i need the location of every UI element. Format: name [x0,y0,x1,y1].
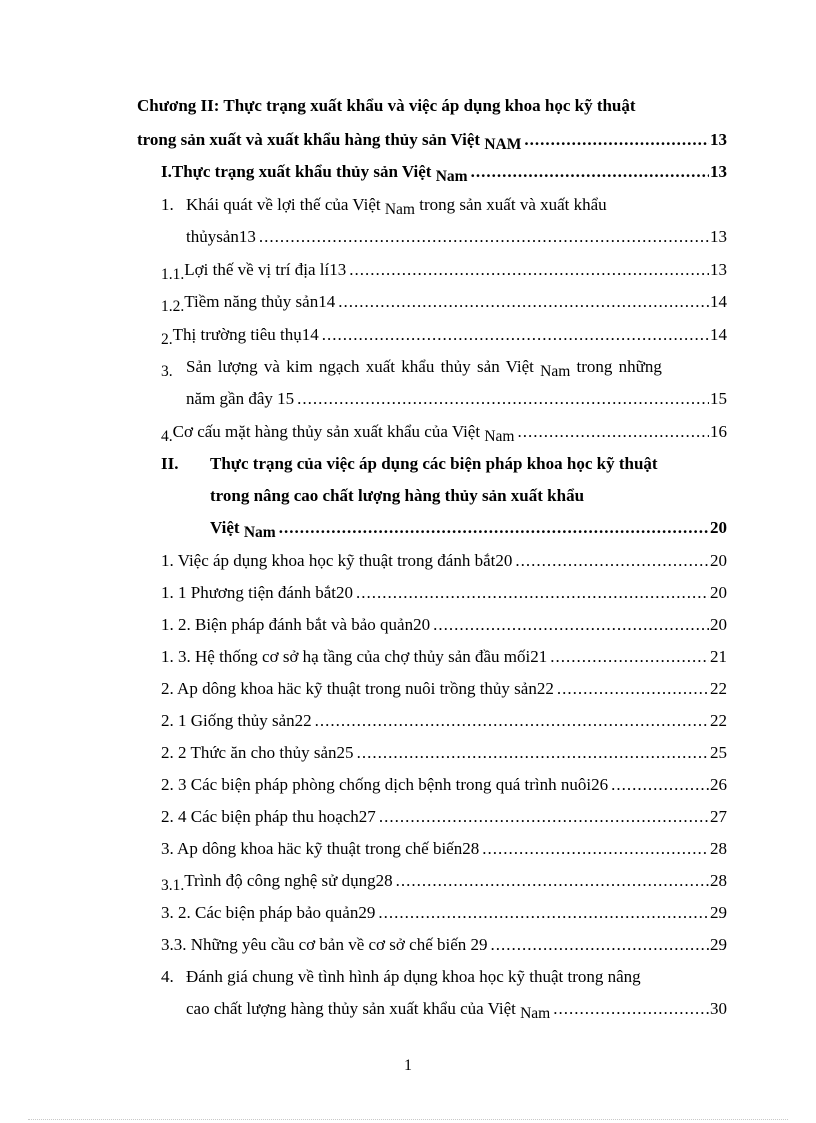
toc-entry[interactable] [161,839,727,859]
toc-leader [553,999,709,1019]
toc-item-4[interactable] [161,422,727,445]
toc-page-number: 30 [710,999,727,1018]
toc-page-number: 22 [710,679,727,698]
toc-leader [611,775,709,795]
toc-item-1-1[interactable] [161,260,727,283]
toc-page-number: 20 [710,615,727,634]
toc-item-1-line1[interactable] [161,195,607,218]
toc-text: cao chất lượng hàng thủy sản xuất khẩu của Việt Nam [186,999,551,1022]
toc-text: 1. 2. Biện pháp đánh bắt và bảo quản20 [161,615,431,634]
toc-number: I. [161,162,172,181]
toc-number: II. [161,454,179,473]
toc-page-number: 26 [710,775,727,794]
toc-leader [515,551,709,571]
toc-text: Thị trường tiêu thụ14 [172,325,319,344]
toc-text: Sản lượng và kim ngạch xuất khẩu thủy sản Việt Nam trong những [186,357,662,380]
toc-text: Khái quát về lợi thế của Việt Nam trong sản xuất và xuất khẩu [186,195,607,218]
toc-text: thủysản13 [186,227,256,246]
toc-leader [433,615,709,635]
toc-leader [357,743,709,763]
toc-page-number: 21 [710,647,727,666]
toc-page-number: 16 [710,422,727,441]
toc-page-number: 22 [710,711,727,730]
toc-page-number: 20 [710,583,727,602]
toc-text: 2. Ap dông khoa häc kỹ thuật trong nuôi trồng thủy sản22 [161,679,554,698]
toc-leader [338,292,709,312]
toc-text: Cơ cấu mặt hàng thủy sản xuất khẩu của Việt Nam [172,422,515,445]
toc-entry[interactable] [161,615,727,635]
toc-entry[interactable] [161,679,727,699]
toc-text: năm gần đây 15 [186,389,295,408]
toc-section-1[interactable] [161,162,727,185]
toc-item-1-2[interactable] [161,292,727,315]
toc-chapter-2-line2[interactable] [137,130,727,153]
toc-entry[interactable] [161,743,727,763]
toc-page-number: 13 [710,260,727,279]
toc-leader [517,422,709,442]
toc-leader [482,839,709,859]
page-bottom-divider [28,1119,788,1120]
toc-text: 3. Ap dông khoa häc kỹ thuật trong chế biến28 [161,839,480,858]
toc-text: 2. 4 Các biện pháp thu hoạch27 [161,807,376,826]
toc-item-3-line1[interactable] [161,357,662,380]
toc-leader [297,389,709,409]
toc-item-4-eval-line2[interactable] [186,999,727,1022]
toc-section-2-line1[interactable] [161,454,658,474]
toc-entry[interactable] [161,807,727,827]
toc-chapter-2-line1 [137,96,636,116]
toc-text: trong sản xuất và xuất khẩu hàng thủy sản Việt NAM [137,130,522,153]
toc-text: 3. 2. Các biện pháp bảo quản29 [161,903,376,922]
toc-leader [524,130,709,150]
toc-text: Thực trạng xuất khẩu thủy sản Việt Nam [171,162,468,185]
toc-page-number: 13 [710,162,727,181]
toc-text: 1. 1 Phương tiện đánh bắt20 [161,583,353,602]
toc-number: 4. [161,428,173,445]
toc-leader [471,162,709,182]
toc-leader [491,935,709,955]
toc-leader [379,807,709,827]
toc-section-2-line2[interactable] [210,486,584,506]
toc-page-number: 28 [710,839,727,858]
toc-text: Tiềm năng thủy sản14 [184,292,336,311]
toc-text: 1. 3. Hệ thống cơ sở hạ tầng của chợ thủy sản đầu mối21 [161,647,548,666]
toc-page-number: 25 [710,743,727,762]
toc-page-number: 15 [710,389,727,408]
toc-number: 4. [161,967,174,986]
toc-section-2-line3[interactable] [210,518,727,541]
toc-number: 3. [161,363,173,380]
toc-page-number: 20 [710,551,727,570]
toc-number: 3.1. [161,877,185,894]
toc-entry[interactable] [161,583,727,603]
toc-leader [349,260,709,280]
toc-leader [322,325,709,345]
toc-page-number: 20 [710,518,727,537]
toc-page-number: 27 [710,807,727,826]
toc-text: 2. 3 Các biện pháp phòng chống dịch bệnh trong quá trình nuôi26 [161,775,609,794]
toc-item-1-line2[interactable] [186,227,727,247]
toc-number: 1.2. [161,298,185,315]
toc-entry[interactable] [161,935,727,955]
toc-item-3-line2[interactable] [186,389,727,409]
toc-text: Đánh giá chung về tình hình áp dụng khoa học kỹ thuật trong nâng [186,967,641,986]
toc-item-4-eval-line1[interactable] [161,967,641,987]
toc-number: 1.1. [161,266,185,283]
toc-leader [378,903,709,923]
page-number: 1 [404,1057,412,1074]
toc-page-number: 14 [710,292,727,311]
toc-entry[interactable] [161,775,727,795]
toc-leader [356,583,709,603]
toc-leader [396,871,709,891]
toc-page-number: 14 [710,325,727,344]
toc-entry[interactable] [161,871,727,894]
toc-leader [557,679,709,699]
toc-text: 2. 1 Giống thủy sản22 [161,711,312,730]
toc-leader [550,647,709,667]
toc-number: 1. [161,195,174,214]
toc-text: Việt Nam [210,518,276,541]
toc-entry[interactable] [161,711,727,731]
toc-entry[interactable] [161,551,727,571]
toc-entry[interactable] [161,647,727,667]
toc-leader [315,711,709,731]
toc-leader [259,227,709,247]
toc-text: Chương II: Thực trạng xuất khẩu và việc áp dụng khoa học kỹ thuật [137,96,636,115]
toc-entry[interactable] [161,903,727,923]
toc-text: 3.3. Những yêu cầu cơ bản về cơ sở chế biến 29 [161,935,488,954]
toc-page-number: 29 [710,903,727,922]
toc-text: 1. Việc áp dụng khoa học kỹ thuật trong đánh bắt20 [161,551,513,570]
toc-item-2[interactable] [161,325,727,348]
toc-page-number: 28 [710,871,727,890]
toc-page-number: 13 [710,227,727,246]
toc-text: Thực trạng của việc áp dụng các biện pháp khoa học kỹ thuật [210,454,658,473]
toc-text: Trình độ công nghệ sử dụng28 [184,871,393,890]
toc-page-number: 29 [710,935,727,954]
toc-number: 2. [161,331,173,348]
toc-leader [279,518,709,538]
toc-text: 2. 2 Thức ăn cho thủy sản25 [161,743,354,762]
toc-text: trong nâng cao chất lượng hàng thủy sản xuất khẩu [210,486,585,505]
toc-page-number: 13 [710,130,727,149]
toc-text: Lợi thế về vị trí địa lí13 [184,260,347,279]
